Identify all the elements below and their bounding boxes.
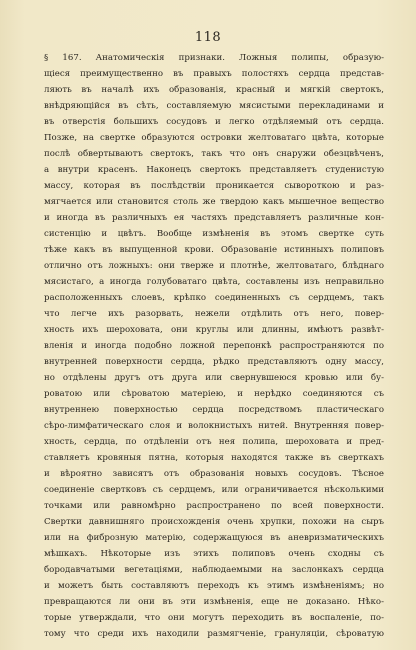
page-number: 118 bbox=[194, 30, 222, 45]
body-text bbox=[44, 50, 384, 642]
text-line: хность, сердца, по отдѣленiи отъ нея полипа, шероховата и пред- bbox=[44, 437, 384, 447]
text-line: отлично отъ ложныхъ: они тверже и плотнѣе, желтоватаго, блѣднаго bbox=[44, 261, 384, 271]
text-line: Свертки давнишняго происхожденiя очень хрупки, похожи на сыръ bbox=[44, 517, 384, 527]
text-line: ляють въ началѣ ихъ образованiя, красный и мягкiй свертокъ, bbox=[44, 85, 384, 95]
text-line: точками или равномѣрно распространено по всей поверхности. bbox=[44, 501, 384, 511]
text-line: § 167. Анатомическiя признаки. Ложныя полипы, образую- bbox=[44, 53, 384, 63]
text-line: мѣшкахъ. Нѣкоторые изъ этихъ полиповъ очень сходны съ bbox=[44, 549, 384, 559]
text-line: тому что среди ихъ находили размягченiе, грануляцiи, сѣроватую bbox=[44, 629, 384, 639]
text-line: массу, которая въ послѣдствiи проникается сывороткою и раз- bbox=[44, 181, 384, 191]
text-line: и вѣроятно зависятъ отъ образованiя новыхъ сосудовъ. Тѣсное bbox=[44, 469, 384, 479]
text-line: Позже, на свертке образуются островки желтоватаго цвѣта, которые bbox=[44, 133, 384, 143]
text-line: систенцiю и цвѣтъ. Вообще измѣненiя въ этомъ свертке суть bbox=[44, 229, 384, 239]
text-line: что легче ихъ разорвать, нежели отдѣлить отъ него, повер- bbox=[44, 309, 384, 319]
text-line: роватою или сѣроватою матерiею, и нерѣдко соединяются съ bbox=[44, 389, 384, 399]
text-line: расположенныхъ слоевъ, крѣпко соединенныхъ съ сердцемъ, такъ bbox=[44, 293, 384, 303]
text-line: вленiя и иногда подобно ложной перепонкѣ распространяются по bbox=[44, 341, 384, 351]
text-line: превращаются ли они въ эти измѣненiя, еще не доказано. Нѣко- bbox=[44, 597, 384, 607]
text-line: послѣ обвертываютъ свертокъ, такъ что онъ снаружи обезцвѣченъ, bbox=[44, 149, 384, 159]
text-line: хность ихъ шероховата, они круглы или длинны, имѣютъ развѣт- bbox=[44, 325, 384, 335]
text-line: внутреннею поверхностью сердца посредствомъ пластическаго bbox=[44, 405, 384, 415]
text-line: а внутри красенъ. Наконецъ свертокъ представляетъ студенистую bbox=[44, 165, 384, 175]
text-line: сѣро-лимфатическаго слоя и волокнистыхъ нитей. Внутренняя повер- bbox=[44, 421, 384, 431]
text-line: бородавчатыми вегетацiями, наблюдаемыми на заслонкахъ сердца bbox=[44, 565, 384, 575]
text-line: тѣже какъ въ выпущенной крови. Образованiе истинныхъ полиповъ bbox=[44, 245, 384, 255]
text-line: или на фиброзную матерiю, содержащуюся въ аневризматическихъ bbox=[44, 533, 384, 543]
text-line: но отдѣлены другъ отъ друга или свернувшеюся кровью или бу- bbox=[44, 373, 384, 383]
text-line: внѣдряющiйся въ сѣть, составляемую мясистыми перекладинами и bbox=[44, 101, 384, 111]
text-line: мясистаго, а иногда голубоватаго цвѣта, составлены изъ неправильно bbox=[44, 277, 384, 287]
text-line: ставляетъ кровяныя пятна, которыя находятся также въ сверткахъ bbox=[44, 453, 384, 463]
text-line: и можетъ быть составляютъ переходъ къ этимъ измѣненiямъ; но bbox=[44, 581, 384, 591]
text-line: внутренней поверхности сердца, рѣдко представляютъ одну массу, bbox=[44, 357, 384, 367]
text-line: щiеся преимущественно въ правыхъ полостяхъ сердца представ- bbox=[44, 69, 384, 79]
text-line: и иногда въ различныхъ ея частяхъ представляетъ различные кон- bbox=[44, 213, 384, 223]
text-line: въ отверстiя большихъ сосудовъ и легко отдѣляемый отъ сердца. bbox=[44, 117, 384, 127]
text-line: мягчается или становится столь же твердою какъ мышечное вещество bbox=[44, 197, 384, 207]
text-line: соединенiе свертковъ съ сердцемъ, или ограничивается нѣсколькими bbox=[44, 485, 384, 495]
text-line: торые утверждали, что они могутъ переходить въ воспаленiе, по- bbox=[44, 613, 384, 623]
